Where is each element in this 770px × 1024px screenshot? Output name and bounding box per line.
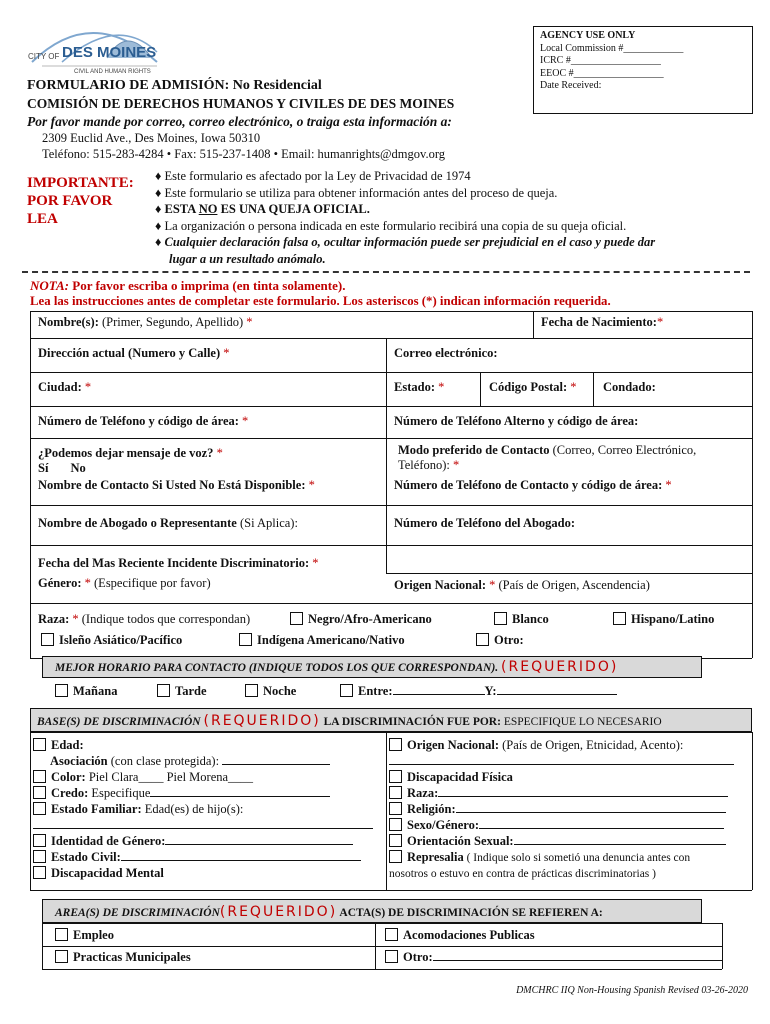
modo-label: Modo preferido de Contacto bbox=[398, 443, 550, 457]
bullet-privacy-text: Este formulario es afectado por la Ley de Privacidad de 1974 bbox=[164, 169, 471, 183]
base-color-hint: Piel Clara____ Piel Morena____ bbox=[85, 770, 254, 784]
origen-label: Origen Nacional: bbox=[394, 578, 490, 592]
nota-line2: Lea las instrucciones antes de completar este formulario. Los asteriscos (*) indican información requerida. bbox=[30, 294, 611, 308]
horario-manana[interactable] bbox=[50, 682, 122, 701]
areas-required: (REQUERIDO) bbox=[219, 904, 338, 920]
nombre-field[interactable] bbox=[33, 313, 258, 332]
base-origen[interactable] bbox=[389, 737, 749, 753]
checkbox[interactable] bbox=[41, 633, 54, 646]
base-orientacion-label: Orientación Sexual: bbox=[407, 834, 514, 848]
base-origen-label: Origen Nacional: bbox=[407, 738, 500, 752]
important-label-line1: IMPORTANTE: bbox=[27, 175, 134, 191]
mensaje-si[interactable]: Sí bbox=[38, 461, 49, 475]
logo-des-moines: DES MOINES bbox=[62, 44, 157, 61]
bullet-false-cont: lugar a un resultado anómalo. bbox=[169, 251, 326, 266]
agency-icrc[interactable]: ICRC #__________________ bbox=[540, 55, 661, 66]
correo-field[interactable]: Correo electrónico: bbox=[394, 346, 498, 360]
checkbox[interactable] bbox=[389, 770, 402, 783]
raza-otro[interactable] bbox=[471, 631, 529, 650]
checkbox[interactable] bbox=[385, 950, 398, 963]
abogado-hint: (Si Aplica): bbox=[236, 516, 298, 530]
important-bullets bbox=[155, 168, 755, 267]
horario-required: (REQUERIDO) bbox=[501, 659, 619, 675]
base-color-label: Color: bbox=[51, 770, 86, 784]
raza-otro-label: Otro: bbox=[494, 633, 524, 647]
base-civil-label: Estado Civil: bbox=[51, 850, 121, 864]
bullet-privacy: ♦ Este formulario es afectado por la Ley de Privacidad de 1974 bbox=[155, 169, 471, 183]
raza-label: Raza: bbox=[38, 612, 73, 626]
area-otro-label: Otro: bbox=[403, 950, 433, 964]
base-represalia-hint: ( Indique solo si sometió una denuncia antes con bbox=[463, 852, 691, 864]
nombre-hint: (Primer, Segundo, Apellido) bbox=[98, 315, 247, 329]
areas-tail: ACTA(S) DE DISCRIMINACIÓN SE REFIEREN A: bbox=[337, 907, 603, 919]
bullet-not-pre: ESTA bbox=[164, 202, 199, 216]
bases-title-text: BASE(S) DE DISCRIMINACIÓN bbox=[37, 716, 201, 728]
checkbox[interactable] bbox=[33, 770, 46, 783]
codigo-postal-field[interactable] bbox=[484, 378, 582, 397]
bases-required: (REQUERIDO) bbox=[203, 713, 321, 729]
origen-hint: (País de Origen, Ascendencia) bbox=[498, 578, 650, 592]
base-mental[interactable] bbox=[33, 865, 373, 881]
important-label bbox=[27, 174, 134, 228]
bullet-not-no: NO bbox=[198, 202, 218, 216]
ciudad-field[interactable] bbox=[33, 378, 96, 397]
base-religion[interactable] bbox=[389, 801, 749, 817]
asterisk: * bbox=[72, 612, 79, 626]
horario-tarde[interactable] bbox=[152, 682, 212, 701]
telefono-alterno-field[interactable]: Número de Teléfono Alterno y código de área: bbox=[394, 414, 639, 428]
raza-negro-label: Negro/Afro-Americano bbox=[308, 612, 432, 626]
bases-left bbox=[33, 737, 373, 881]
telefono-label: Número de Teléfono y código de área: bbox=[38, 414, 243, 428]
bullet-false: ♦ Cualquier declaración falsa o, ocultar información puede ser prejudicial en el caso y puede dar bbox=[155, 235, 656, 249]
horario-entre[interactable] bbox=[335, 682, 622, 701]
dashed-divider bbox=[22, 271, 750, 273]
agency-use-box bbox=[533, 26, 753, 114]
area-empleo-label: Empleo bbox=[73, 928, 114, 942]
checkbox[interactable] bbox=[33, 786, 46, 799]
checkbox[interactable] bbox=[385, 928, 398, 941]
horario-tarde-label: Tarde bbox=[175, 684, 207, 698]
direccion-label: Dirección actual (Numero y Calle) bbox=[38, 346, 224, 360]
checkbox[interactable] bbox=[389, 802, 402, 815]
origen-nacional-field[interactable] bbox=[389, 576, 655, 595]
base-identidad-label: Identidad de Género: bbox=[51, 834, 166, 848]
asterisk: * bbox=[656, 315, 664, 329]
raza-hispano[interactable] bbox=[608, 610, 719, 629]
commission-title: COMISIÓN DE DERECHOS HUMANOS Y CIVILES DE DES MOINES bbox=[27, 96, 455, 111]
base-raza[interactable] bbox=[389, 785, 749, 801]
checkbox[interactable] bbox=[157, 684, 170, 697]
checkbox[interactable] bbox=[389, 850, 402, 863]
estado-field[interactable] bbox=[389, 378, 449, 397]
area-empleo[interactable] bbox=[50, 926, 119, 945]
raza-asiatico[interactable] bbox=[36, 631, 187, 650]
checkbox[interactable] bbox=[55, 684, 68, 697]
base-familiar[interactable] bbox=[33, 801, 373, 817]
checkbox[interactable] bbox=[33, 802, 46, 815]
base-edad-label: Edad: bbox=[51, 738, 84, 752]
nota-label: NOTA: bbox=[30, 278, 69, 293]
checkbox[interactable] bbox=[389, 786, 402, 799]
asterisk: * bbox=[570, 380, 577, 394]
area-acomodaciones[interactable] bbox=[380, 926, 540, 945]
abogado-label: Nombre de Abogado o Representante bbox=[38, 516, 237, 530]
checkbox[interactable] bbox=[613, 612, 626, 625]
ciudad-label: Ciudad: bbox=[38, 380, 85, 394]
bullet-copy-text: La organización o persona indicada en este formulario recibirá una copia de su queja oficial. bbox=[164, 218, 627, 233]
checkbox[interactable] bbox=[55, 950, 68, 963]
asterisk: * bbox=[489, 578, 496, 592]
fecha-incidente-label: Fecha del Mas Reciente Incidente Discriminatorio: bbox=[38, 556, 313, 570]
raza-hispano-label: Hispano/Latino bbox=[631, 612, 715, 626]
checkbox[interactable] bbox=[340, 684, 353, 697]
base-edad[interactable] bbox=[33, 737, 373, 753]
horario-y-label: Y: bbox=[484, 684, 497, 698]
raza-indigena[interactable] bbox=[234, 631, 410, 650]
base-color[interactable] bbox=[33, 769, 373, 785]
checkbox[interactable] bbox=[290, 612, 303, 625]
raza-asiatico-label: Isleño Asiático/Pacífico bbox=[59, 633, 183, 647]
base-raza-label: Raza: bbox=[407, 786, 439, 800]
raza-indigena-label: Indígena Americano/Nativo bbox=[257, 633, 405, 647]
base-fisica-label: Discapacidad Física bbox=[407, 770, 513, 784]
fecha-nac-label: Fecha de Nacimiento: bbox=[541, 315, 657, 329]
modo-contacto-field[interactable] bbox=[393, 441, 753, 475]
condado-field[interactable]: Condado: bbox=[603, 380, 656, 394]
genero-field[interactable] bbox=[33, 574, 216, 593]
bullet-purpose-text: Este formulario se utiliza para obtener información antes del proceso de queja. bbox=[164, 185, 558, 200]
checkbox[interactable] bbox=[33, 866, 46, 879]
asterisk: * bbox=[242, 414, 249, 428]
bullet-not-post: ES UNA QUEJA OFICIAL. bbox=[217, 202, 370, 216]
nota-line1 bbox=[30, 278, 345, 294]
bases-tail-hint: ESPECIFIQUE LO NECESARIO bbox=[500, 716, 662, 728]
base-credo-label: Credo: bbox=[51, 786, 89, 800]
estado-label: Estado: bbox=[394, 380, 439, 394]
mail-instruction: Por favor mande por correo, correo electrónico, o traiga esta información a: bbox=[27, 114, 452, 129]
base-fisica[interactable] bbox=[389, 769, 749, 785]
important-label-line2: POR FAVOR bbox=[27, 193, 113, 209]
areas-title bbox=[50, 903, 608, 923]
checkbox[interactable] bbox=[389, 818, 402, 831]
base-asociacion-hint: (con clase protegida): bbox=[107, 754, 223, 768]
horario-title bbox=[50, 658, 623, 678]
checkbox[interactable] bbox=[33, 850, 46, 863]
agency-eeoc[interactable]: EEOC #__________________ bbox=[540, 67, 664, 79]
horario-noche-label: Noche bbox=[263, 684, 297, 698]
bases-title bbox=[32, 712, 667, 732]
mensaje-no[interactable]: No bbox=[70, 461, 86, 475]
raza-blanco-label: Blanco bbox=[512, 612, 549, 626]
horario-manana-label: Mañana bbox=[73, 684, 118, 698]
checkbox[interactable] bbox=[33, 738, 46, 751]
bullet-copy: ♦ La organización o persona indicada en este formulario recibirá una copia de su queja oficial. bbox=[155, 218, 627, 233]
bullet-not-complaint: ♦ ESTA NO ES UNA QUEJA OFICIAL. bbox=[155, 202, 370, 216]
area-otro[interactable] bbox=[380, 948, 728, 967]
modo-hint: (Correo, Correo Electrónico, bbox=[549, 443, 697, 457]
area-municipales-label: Practicas Municipales bbox=[73, 950, 191, 964]
horario-entre-label: Entre: bbox=[358, 684, 393, 698]
checkbox[interactable] bbox=[33, 834, 46, 847]
address: 2309 Euclid Ave., Des Moines, Iowa 50310 bbox=[42, 131, 261, 145]
raza-hint: (Indique todos que correspondan) bbox=[81, 612, 251, 626]
bullet-purpose: ♦ Este formulario se utiliza para obtener información antes del proceso de queja. bbox=[155, 185, 558, 200]
asterisk: * bbox=[308, 478, 315, 492]
base-sexo[interactable] bbox=[389, 817, 749, 833]
asterisk: * bbox=[216, 446, 223, 460]
base-asociacion-label: Asociación bbox=[50, 754, 108, 768]
codigo-label: Código Postal: bbox=[489, 380, 571, 394]
telefono-abogado-field[interactable]: Número de Teléfono del Abogado: bbox=[394, 516, 576, 530]
mensaje-label: ¿Podemos dejar mensaje de voz? bbox=[38, 446, 217, 460]
base-identidad[interactable] bbox=[33, 833, 373, 849]
bullet-false-text: Cualquier declaración falsa o, ocultar información puede ser prejudicial en el caso y puede dar bbox=[164, 235, 656, 249]
base-orientacion[interactable] bbox=[389, 833, 749, 849]
checkbox[interactable] bbox=[55, 928, 68, 941]
base-asociacion[interactable] bbox=[33, 753, 373, 769]
logo-subtitle: CIVIL AND HUMAN RIGHTS bbox=[74, 69, 151, 75]
raza-label-row bbox=[33, 610, 255, 629]
fecha-nacimiento-field[interactable] bbox=[536, 313, 668, 332]
important-label-line3: LEA bbox=[27, 211, 58, 227]
city-logo bbox=[22, 14, 162, 84]
genero-hint: (Especifique por favor) bbox=[94, 576, 211, 590]
telefono-field[interactable] bbox=[33, 412, 253, 431]
horario-noche[interactable] bbox=[240, 682, 301, 701]
raza-negro[interactable] bbox=[285, 610, 437, 629]
base-sexo-label: Sexo/Género: bbox=[407, 818, 479, 832]
base-credo[interactable] bbox=[33, 785, 373, 801]
agency-local-commission[interactable]: Local Commission #____________ bbox=[540, 42, 684, 54]
base-credo-hint: Especifique bbox=[88, 786, 151, 800]
base-familiar-hint: Edad(es) de hijo(s): bbox=[141, 802, 244, 816]
checkbox[interactable] bbox=[389, 834, 402, 847]
telefono-contacto-field[interactable] bbox=[389, 476, 677, 495]
nombre-label: Nombre(s): bbox=[38, 315, 99, 329]
modo-hint2: Teléfono): bbox=[398, 458, 454, 472]
base-represalia-label: Represalia bbox=[407, 850, 464, 864]
asterisk: * bbox=[223, 346, 230, 360]
genero-label: Género: bbox=[38, 576, 85, 590]
area-acomodaciones-label: Acomodaciones Publicas bbox=[403, 928, 535, 942]
asterisk: * bbox=[453, 458, 460, 472]
checkbox[interactable] bbox=[476, 633, 489, 646]
tel-contacto-label: Número de Teléfono de Contacto y código de área: bbox=[394, 478, 666, 492]
bases-tail: LA DISCRIMINACIÓN FUE POR: bbox=[323, 716, 501, 728]
nota-text1: Por favor escriba o imprima (en tinta solamente). bbox=[69, 278, 346, 293]
contacto-field[interactable] bbox=[33, 476, 320, 495]
logo-city-of: CITY OF bbox=[28, 52, 60, 61]
asterisk: * bbox=[438, 380, 445, 394]
agency-title: AGENCY USE ONLY bbox=[540, 30, 636, 41]
base-religion-label: Religión: bbox=[407, 802, 456, 816]
agency-date-received[interactable]: Date Received: bbox=[540, 80, 602, 91]
horario-title-text: MEJOR HORARIO PARA CONTACTO (INDIQUE TODOS LOS QUE CORRESPONDAN). bbox=[55, 662, 499, 674]
base-represalia[interactable] bbox=[389, 849, 749, 866]
area-municipales[interactable] bbox=[50, 948, 196, 967]
checkbox[interactable] bbox=[389, 738, 402, 751]
raza-blanco[interactable] bbox=[489, 610, 554, 629]
base-familiar-label: Estado Familiar: bbox=[51, 802, 142, 816]
asterisk: * bbox=[312, 556, 319, 570]
checkbox[interactable] bbox=[245, 684, 258, 697]
asterisk: * bbox=[665, 478, 672, 492]
base-mental-label: Discapacidad Mental bbox=[51, 866, 164, 880]
base-civil[interactable] bbox=[33, 849, 373, 865]
base-represalia-hint2: nosotros o estuvo en contra de prácticas discriminatorias ) bbox=[389, 868, 656, 880]
contacto-label: Nombre de Contacto Si Usted No Está Disponible: bbox=[38, 478, 309, 492]
areas-title-text: AREA(S) DE DISCRIMINACIÓN bbox=[55, 907, 220, 919]
asterisk: * bbox=[84, 576, 91, 590]
checkbox[interactable] bbox=[239, 633, 252, 646]
fecha-incidente-field[interactable] bbox=[33, 554, 324, 573]
form-title: FORMULARIO DE ADMISIÓN: No Residencial bbox=[27, 78, 322, 93]
footer-revision: DMCHRC IIQ Non-Housing Spanish Revised 03-26-2020 bbox=[516, 985, 748, 996]
contact-line: Teléfono: 515-283-4284 • Fax: 515-237-1408 • Email: humanrights@dmgov.org bbox=[42, 147, 446, 161]
base-origen-hint: (País de Origen, Etnicidad, Acento): bbox=[499, 738, 684, 752]
asterisk: * bbox=[84, 380, 92, 394]
asterisk: * bbox=[246, 315, 253, 329]
checkbox[interactable] bbox=[494, 612, 507, 625]
direccion-field[interactable] bbox=[33, 344, 235, 363]
bases-right bbox=[389, 737, 749, 882]
abogado-field[interactable] bbox=[33, 514, 303, 533]
